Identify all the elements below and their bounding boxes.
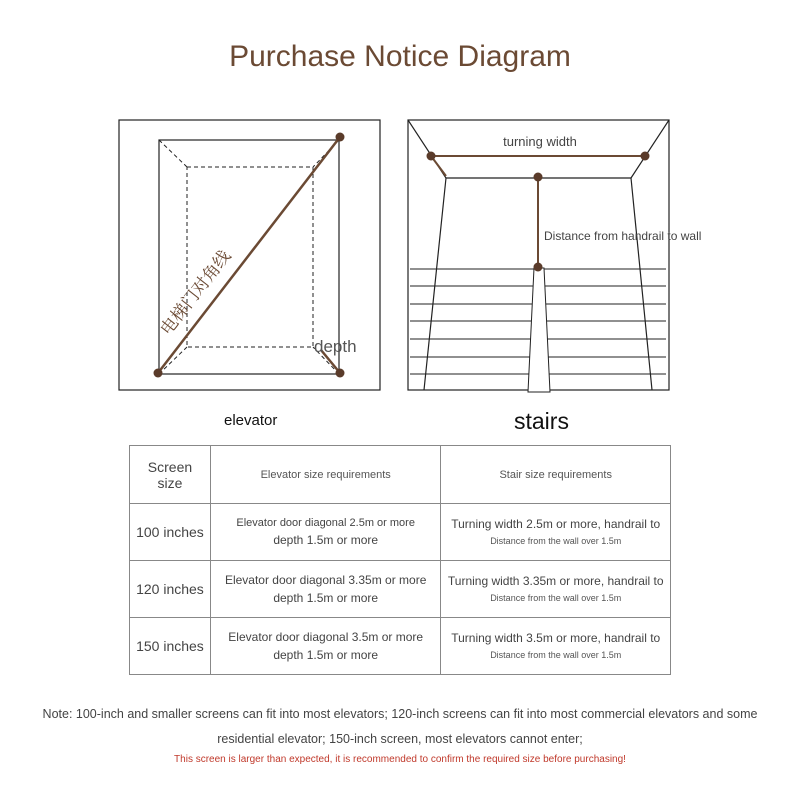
stair-req-line: Distance from the wall over 1.5m — [490, 536, 622, 546]
row-stair-req — [441, 618, 671, 675]
stair-req-line: Turning width 2.5m or more, handrail to — [451, 517, 661, 531]
elevator-req-line: Elevator door diagonal 3.35m or more — [224, 573, 427, 587]
turning-left-dot — [427, 152, 436, 161]
handrail-bottom-dot — [534, 263, 543, 272]
row-elevator-req — [210, 561, 441, 618]
diagonal-label: 电梯门对角线 — [156, 246, 235, 339]
elevator-corner-bl — [159, 347, 187, 374]
elevator-inner-frame — [187, 167, 313, 347]
stair-req-line: Distance from the wall over 1.5m — [490, 650, 622, 660]
row-elevator-req — [210, 618, 441, 675]
table-row — [130, 504, 671, 561]
warning-text: This screen is larger than expected, it is recommended to confirm the required size before purchasing! — [174, 754, 626, 765]
elevator-req-line: depth 1.5m or more — [273, 648, 379, 662]
page-title: Purchase Notice Diagram — [229, 40, 571, 73]
row-size: 150 inches — [130, 618, 211, 675]
header-elevator-req: Elevator size requirements — [210, 446, 441, 504]
elevator-caption: elevator — [224, 412, 278, 429]
diagonal-start-dot — [154, 369, 163, 378]
row-stair-req — [441, 504, 671, 561]
row-elevator-req — [210, 504, 441, 561]
header-stair-req: Stair size requirements — [441, 446, 671, 504]
depth-end-dot — [336, 369, 345, 378]
note-line-1: Note: 100-inch and smaller screens can fit into most elevators; 120-inch screens can fit into most commercial elevators and some — [42, 707, 758, 721]
handrail-post — [528, 268, 550, 392]
requirements-table — [129, 445, 671, 675]
stair-req-line: Distance from the wall over 1.5m — [490, 593, 622, 603]
note-line-2: residential elevator; 150-inch screen, most elevators cannot enter; — [217, 732, 583, 746]
turning-right-dot — [641, 152, 650, 161]
stairs-diagram — [406, 118, 702, 392]
depth-label: depth — [314, 337, 357, 356]
elevator-req-line: depth 1.5m or more — [273, 533, 379, 547]
elevator-req-line: Elevator door diagonal 2.5m or more — [236, 517, 415, 529]
row-size: 100 inches — [130, 504, 211, 561]
handrail-distance-label: Distance from handrail to wall — [544, 229, 702, 243]
stairs-perspective-tr — [631, 120, 669, 178]
header-screen-size: Screen size — [130, 446, 211, 504]
table-row — [130, 561, 671, 618]
stair-req-line: Turning width 3.5m or more, handrail to — [451, 631, 661, 645]
stairs-caption: stairs — [514, 408, 569, 434]
stairs-right-wall — [631, 178, 652, 390]
table-header-row — [130, 446, 671, 504]
elevator-corner-tl — [159, 140, 187, 167]
handrail-top-dot — [534, 173, 543, 182]
diagonal-end-dot — [336, 133, 345, 142]
row-stair-req — [441, 561, 671, 618]
elevator-req-line: depth 1.5m or more — [273, 591, 379, 605]
row-size: 120 inches — [130, 561, 211, 618]
table-row — [130, 618, 671, 675]
elevator-diagram — [118, 118, 382, 392]
elevator-req-line: Elevator door diagonal 3.5m or more — [228, 630, 424, 644]
stair-req-line: Turning width 3.35m or more, handrail to — [447, 574, 664, 588]
turning-width-label: turning width — [503, 134, 577, 149]
stairs-left-wall — [424, 178, 446, 390]
